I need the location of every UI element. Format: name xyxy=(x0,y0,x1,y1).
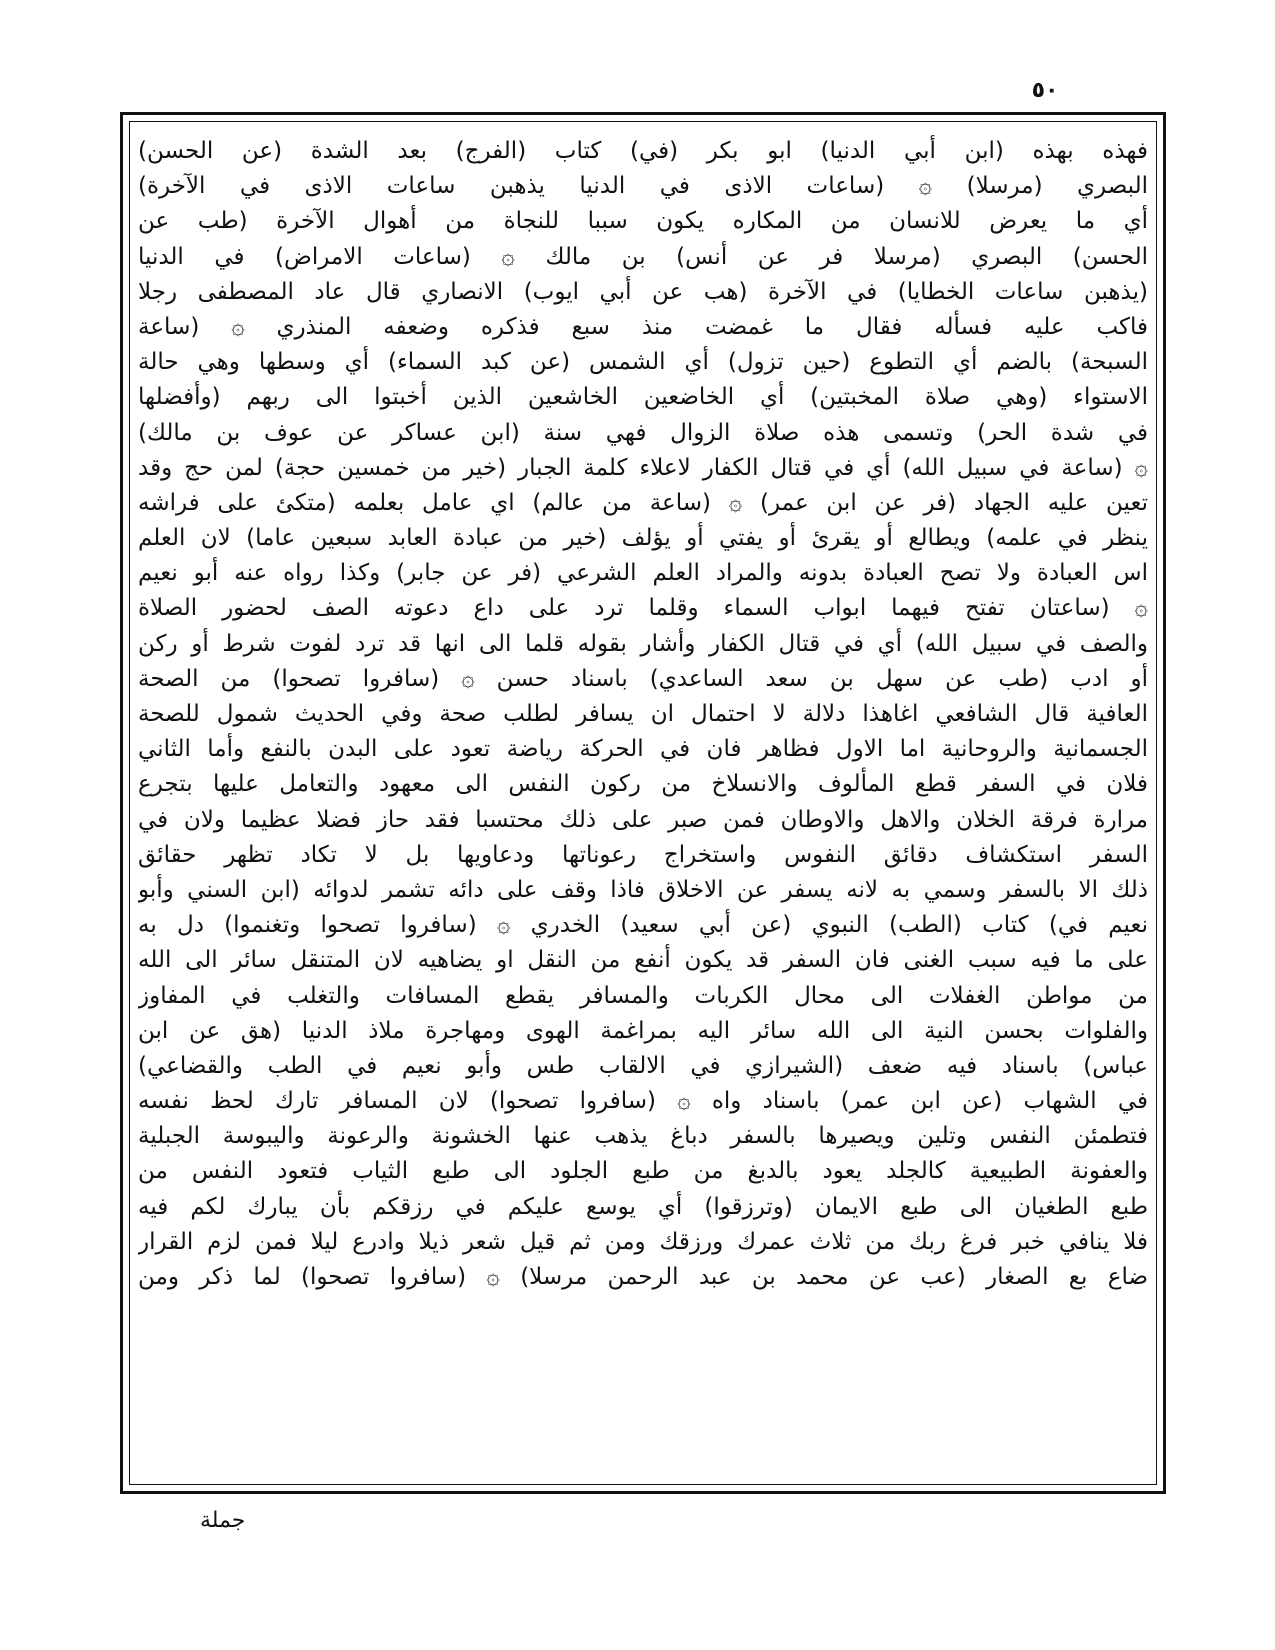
text-line: فاكب عليه فسأله فقال ما غمضت منذ سبع فذكره وضعفه المنذري ۞ (ساعة xyxy=(138,313,1148,340)
text-line: أو ادب (طب عن سهل بن سعد الساعدي) باسناد حسن ۞ (سافروا تصحوا) من الصحة xyxy=(138,665,1148,692)
text-line: السبحة) بالضم أي التطوع (حين تزول) أي الشمس (عن كبد السماء) أي وسطها وهي حالة xyxy=(138,349,1148,376)
text-line: نعيم في) كتاب (الطب) النبوي (عن أبي سعيد) الخدري ۞ (سافروا تصحوا وتغنموا) دل به xyxy=(138,912,1148,939)
page-number: ٥٠ xyxy=(1031,78,1059,103)
catchword: جملة xyxy=(200,1508,246,1533)
text-line: في شدة الحر) وتسمى هذه صلاة الزوال فهي سنة (ابن عساكر عن عوف بن مالك) xyxy=(138,419,1148,446)
text-line: والفلوات بحسن النية الى الله سائر اليه بمراغمة الهوى ومهاجرة ملاذ الدنيا (هق عن ابن xyxy=(138,1017,1148,1044)
text-line: فتطمئن النفس وتلين ويصيرها بالسفر دباغ يذهب عنها الخشونة والرعونة واليبوسة الجبلية xyxy=(138,1123,1148,1150)
text-line: طبع الطغيان الى طبع الايمان (وترزقوا) أي يوسع عليكم في رزقكم بأن يبارك لكم فيه xyxy=(138,1193,1148,1220)
text-line: والصف في سبيل الله) أي في قتال الكفار وأشار بقوله قلما الى انها قد ترد لفوت شرط أو ركن xyxy=(138,630,1148,657)
text-line: أي ما يعرض للانسان من المكاره يكون سببا للنجاة من أهوال الآخرة (طب عن xyxy=(138,208,1148,235)
text-line: ۞ (ساعتان تفتح فيهما ابواب السماء وقلما ترد على داع دعوته الصف لحضور الصلاة xyxy=(138,595,1148,622)
text-line: (يذهبن ساعات الخطايا) في الآخرة (هب عن أبي ايوب) الانصاري قال عاد المصطفى رجلا xyxy=(138,278,1148,305)
text-line: ۞ (ساعة في سبيل الله) أي في قتال الكفار لاعلاء كلمة الجبار (خير من خمسين حجة) لمن حج وقد xyxy=(138,454,1148,481)
text-line: ينظر في علمه) ويطالع أو يقرئ أو يفتي أو يؤلف (خير من عبادة العابد سبعين عاما) لان العلم xyxy=(138,525,1148,552)
text-line: البصري (مرسلا) ۞ (ساعات الاذى في الدنيا يذهبن ساعات الاذى في الآخرة) xyxy=(138,173,1148,200)
text-line: الحسن) البصري (مرسلا فر عن أنس) بن مالك ۞ (ساعات الامراض) في الدنيا xyxy=(138,243,1148,270)
text-body xyxy=(138,134,1148,1474)
text-line: فلان في السفر قطع المألوف والانسلاخ من ركون النفس الى معهود والتعامل عليها بتجرع xyxy=(138,771,1148,798)
text-line: عباس) باسناد فيه ضعف (الشيرازي في الالقاب طس وأبو نعيم في الطب والقضاعي) xyxy=(138,1052,1148,1079)
text-line: فلا ينافي خبر فرغ ربك من ثلاث عمرك ورزقك ومن ثم قيل شعر ذيلا وادرع ليلا فمن لزم القرار xyxy=(138,1228,1148,1255)
text-line: الاستواء (وهي صلاة المخبتين) أي الخاضعين الخاشعين الذين أخبتوا الى ربهم (وأفضلها xyxy=(138,384,1148,411)
text-line: اس العبادة ولا تصح العبادة بدونه والمراد العلم الشرعي (فر عن جابر) وكذا رواه عنه أبو نعيم xyxy=(138,560,1148,587)
text-line: فهذه بهذه (ابن أبي الدنيا) ابو بكر (في) كتاب (الفرج) بعد الشدة (عن الحسن) xyxy=(138,138,1148,164)
text-line: على ما فيه سبب الغنى فان السفر قد يكون أنفع من النقل او يضاهيه لان المتنقل سائر الى الله xyxy=(138,947,1148,974)
text-line: من مواطن الغفلات الى محال الكربات والمسافر يقطع المسافات والتغلب في المفاوز xyxy=(138,982,1148,1009)
text-line: ذلك الا بالسفر وسمي به لانه يسفر عن الاخلاق فاذا وقف على دائه تشمر لدوائه (ابن السني وأبو xyxy=(138,876,1148,903)
text-line: العافية قال الشافعي اغاهذا دلالة لا احتمال ان يسافر لطلب صحة وفي الحديث شمول للصحة xyxy=(138,701,1148,727)
text-line: الجسمانية والروحانية اما الاول فظاهر فان في الحركة رياضة تعود على البدن بالنفع وأما الثاني xyxy=(138,736,1148,763)
text-line: تعين عليه الجهاد (فر عن ابن عمر) ۞ (ساعة من عالم) اي عامل بعلمه (متكئ على فراشه xyxy=(138,489,1148,516)
text-line: السفر استكشاف دقائق النفوس واستخراج رعوناتها ودعاويها بل لا تكاد تظهر حقائق xyxy=(138,841,1148,868)
text-line: في الشهاب (عن ابن عمر) باسناد واه ۞ (سافروا تصحوا) لان المسافر تارك لحظ نفسه xyxy=(138,1088,1148,1115)
text-line: والعفونة الطبيعية كالجلد يعود بالدبغ من طبع الجلود الى طبع الثياب فتعود النفس من xyxy=(138,1158,1148,1185)
text-line: ضاع بع الصغار (عب عن محمد بن عبد الرحمن مرسلا) ۞ (سافروا تصحوا) لما ذكر ومن xyxy=(138,1264,1148,1290)
text-line: مرارة فرقة الخلان والاهل والاوطان فمن صبر على ذلك محتسبا فقد حاز فضلا عظيما ولان في xyxy=(138,806,1148,833)
